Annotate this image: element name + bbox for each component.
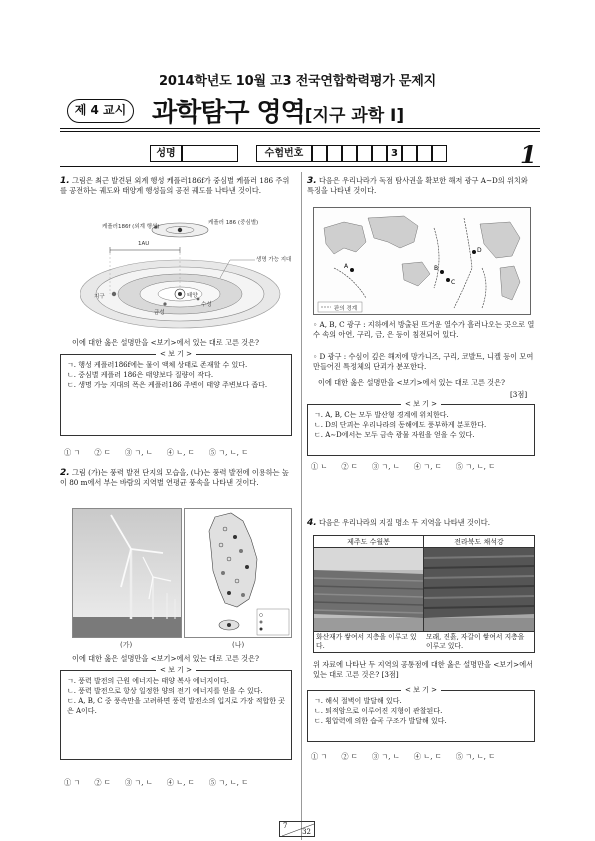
page-number: 1 (520, 140, 537, 169)
question-1-choices (64, 448, 262, 458)
question-number: 4. (307, 518, 317, 528)
question-4-prompt: 위 자료에 나타난 두 지역의 공통점에 대한 옳은 설명만을 <보기>에서 있는 대로 고른 것은? [3점] (313, 660, 534, 679)
choice-4[interactable]: ④ ㄱ, ㄷ (413, 462, 442, 471)
choice-2[interactable]: ② ㄷ (94, 448, 111, 457)
bogi-item: ㄷ. A, B, C 중 풍속만을 고려하면 풍력 발전소의 입지로 가장 적합한 곳은 A이다. (67, 697, 285, 715)
footer-bottom: 32 (302, 828, 311, 836)
label-kepler186f: 케플러186f (외계 행성) (102, 224, 160, 230)
bogi-item: ㄴ. 중심별 케플러 186은 태양보다 질량이 작다. (67, 371, 214, 379)
info-rule (60, 166, 540, 167)
question-2-choices (64, 778, 262, 788)
subject-title (152, 92, 404, 129)
bogi-title: < 보 기 > (156, 350, 196, 358)
question-1 (60, 176, 292, 196)
question-3-note-1: ◦ A, B, C 광구 : 지하에서 방출된 뜨거운 열수가 흘러나오는 곳으로 열수 속의 아연, 구리, 금, 은 등이 침전되어 있다. (313, 320, 535, 339)
choice-3[interactable]: ③ ㄱ, ㄴ (371, 462, 400, 471)
svg-text:B: B (434, 265, 439, 272)
subject-main: 과학탐구 영역 (152, 98, 305, 128)
question-4 (307, 518, 537, 528)
photo-chaeseokgang (424, 548, 534, 632)
exam-no-digit (402, 145, 417, 162)
world-map (314, 208, 531, 315)
geosite-table (313, 535, 535, 653)
column-divider (301, 172, 302, 840)
question-text: 다음은 우리나라의 지질 명소 두 지역을 나타낸 것이다. (318, 518, 491, 527)
question-number: 2. (60, 468, 70, 478)
prompt-text: 이에 대한 옳은 설명만을 <보기>에서 있는 대로 고른 것은? (318, 378, 505, 387)
bogi-title: < 보 기 > (401, 400, 441, 408)
korea-wind-map (185, 509, 292, 638)
bogi-item: ㄴ. 퇴적암으로 이루어진 지형이 관찰된다. (314, 707, 443, 715)
choice-5[interactable]: ⑤ ㄱ, ㄴ, ㄷ (455, 462, 496, 471)
bogi-item: ㄷ. A∼D에서는 모두 금속 광물 자원을 얻을 수 있다. (314, 431, 475, 439)
wind-speed-map (184, 508, 292, 638)
svg-text:C: C (451, 279, 456, 286)
question-3-prompt (318, 378, 534, 388)
choice-1[interactable]: ① ㄱ (64, 778, 81, 787)
question-1-bogi (60, 350, 292, 436)
choice-4[interactable]: ④ ㄴ, ㄷ (166, 448, 195, 457)
question-4-choices (311, 752, 509, 762)
svg-text:A: A (344, 263, 349, 270)
wind-farm-photo (72, 508, 182, 638)
choice-3[interactable]: ③ ㄱ, ㄴ (124, 778, 153, 787)
question-text: 그림 (가)는 풍력 발전 단지의 모습을, (나)는 풍력 발전에 이용하는 높이 80 m에서 부는 바람의 지역별 연평균 풍속을 나타낸 것이다. (60, 468, 289, 487)
photo2-caption: 모래, 진흙, 자갈이 쌓여서 지층을 이루고 있다. (426, 633, 525, 650)
choice-5[interactable]: ⑤ ㄱ, ㄴ, ㄷ (455, 752, 496, 761)
choice-3[interactable]: ③ ㄱ, ㄴ (124, 448, 153, 457)
choice-1[interactable]: ① ㄱ (311, 752, 328, 761)
question-2-bogi (60, 666, 292, 760)
photo1-caption: 화산재가 쌓여서 지층을 이루고 있다. (316, 633, 417, 650)
choice-5[interactable]: ⑤ ㄱ, ㄴ, ㄷ (208, 778, 249, 787)
bogi-title: < 보 기 > (401, 686, 441, 694)
exam-no-digit (357, 145, 372, 162)
name-label: 성명 (150, 145, 182, 162)
map-legend: 판의 경계 (334, 306, 358, 312)
orbit-figure (80, 212, 290, 330)
exam-no-digit (342, 145, 357, 162)
bogi-title: < 보 기 > (156, 666, 196, 674)
period-badge: 제 4 교시 (67, 99, 134, 123)
label-mercury: 수성 (201, 302, 212, 308)
bogi-item: ㄷ. 생명 가능 지대의 폭은 케플러186 주변이 태양 주변보다 좁다. (67, 381, 268, 389)
question-3-choices (311, 462, 509, 472)
caption-b: (나) (232, 641, 245, 649)
choice-5[interactable]: ⑤ ㄱ, ㄴ, ㄷ (208, 448, 249, 457)
question-4-bogi (307, 686, 535, 742)
photo2-title: 전라북도 채석강 (424, 536, 534, 548)
header-rule-2 (60, 131, 540, 132)
choice-1[interactable]: ① ㄱ (64, 448, 81, 457)
choice-2[interactable]: ② ㄷ (341, 752, 358, 761)
photo1-title: 제주도 수월봉 (314, 536, 424, 548)
question-number: 3. (307, 176, 317, 186)
svg-text:D: D (477, 247, 482, 254)
exam-no-fixed-digit: 3 (387, 145, 402, 162)
label-venus: 금성 (154, 310, 165, 316)
header-rule (60, 128, 540, 129)
exam-no-digit (327, 145, 342, 162)
seabed-map (313, 207, 531, 315)
question-2 (60, 468, 292, 488)
photo-suwolbong (314, 548, 424, 632)
question-3 (307, 176, 537, 196)
label-kepler186: 케플러 186 (중심별) (208, 220, 259, 226)
choice-4[interactable]: ④ ㄴ, ㄷ (166, 778, 195, 787)
bogi-item: ㄴ. 풍력 발전으로 항상 일정한 양의 전기 에너지를 얻을 수 있다. (67, 687, 263, 695)
question-text: 그림은 최근 발견된 외계 행성 케플러186f가 중심별 케플러 186 주위를 공전하는 궤도와 태양계 행성들의 공전 궤도를 나타낸 것이다. (60, 176, 290, 195)
label-habitable-zone: 생명 가능 지대 (256, 257, 292, 263)
question-2-prompt: 이에 대한 옳은 설명만을 <보기>에서 있는 대로 고른 것은? (72, 654, 259, 663)
question-3-bogi (307, 400, 535, 456)
label-au: 1AU (138, 241, 150, 247)
choice-2[interactable]: ② ㄷ (94, 778, 111, 787)
page-footer (279, 821, 315, 837)
wind-turbine-image (73, 509, 182, 638)
caption-a: (가) (120, 641, 133, 649)
bogi-item: ㄱ. 풍력 발전의 근원 에너지는 태양 복사 에너지이다. (67, 677, 230, 685)
question-3-score: [3점] (510, 390, 528, 399)
exam-no-label: 수험번호 (256, 145, 312, 162)
bogi-item: ㄱ. 행성 케플러186f에는 물이 액체 상태로 존재할 수 있다. (67, 361, 248, 369)
cliff-photo-1 (314, 548, 424, 632)
question-3-note-2: ◦ D 광구 : 수심이 깊은 해저에 망가니즈, 구리, 코발트, 니켈 등이 모여 만들어진 특정체의 단괴가 분포한다. (313, 352, 534, 371)
bogi-item: ㄱ. A, B, C는 모두 발산형 경계에 위치한다. (314, 411, 449, 419)
exam-no-digit (432, 145, 447, 162)
exam-no-digit (417, 145, 432, 162)
question-text: 다음은 우리나라가 독점 탐사권을 확보한 해저 광구 A∼D의 위치와 특징을 나타낸 것이다. (307, 176, 528, 195)
footer-top: 7 (283, 822, 288, 830)
name-field (182, 145, 238, 162)
choice-1[interactable]: ① ㄴ (311, 462, 328, 471)
exam-no-digit (312, 145, 327, 162)
choice-3[interactable]: ③ ㄱ, ㄴ (371, 752, 400, 761)
choice-2[interactable]: ② ㄷ (341, 462, 358, 471)
bogi-item: ㄷ. 횡압력에 의한 습곡 구조가 발달해 있다. (314, 717, 447, 725)
exam-no-digit (372, 145, 387, 162)
choice-4[interactable]: ④ ㄴ, ㄷ (413, 752, 442, 761)
bogi-item: ㄱ. 해식 절벽이 발달해 있다. (314, 697, 402, 705)
candidate-info-row (150, 145, 447, 162)
label-earth: 지구 (94, 294, 105, 300)
bogi-item: ㄴ. D의 단괴는 우리나라의 동해에도 풍부하게 분포한다. (314, 421, 487, 429)
subject-sub: [지구 과학 Ⅰ] (304, 106, 405, 126)
cliff-photo-2 (424, 548, 534, 632)
question-1-prompt: 이에 대한 옳은 설명만을 <보기>에서 있는 대로 고른 것은? (72, 338, 259, 347)
exam-title: 2014학년도 10월 고3 전국연합학력평가 문제지 (159, 74, 436, 89)
question-number: 1. (60, 176, 70, 186)
label-sun: 태양 (187, 293, 198, 299)
